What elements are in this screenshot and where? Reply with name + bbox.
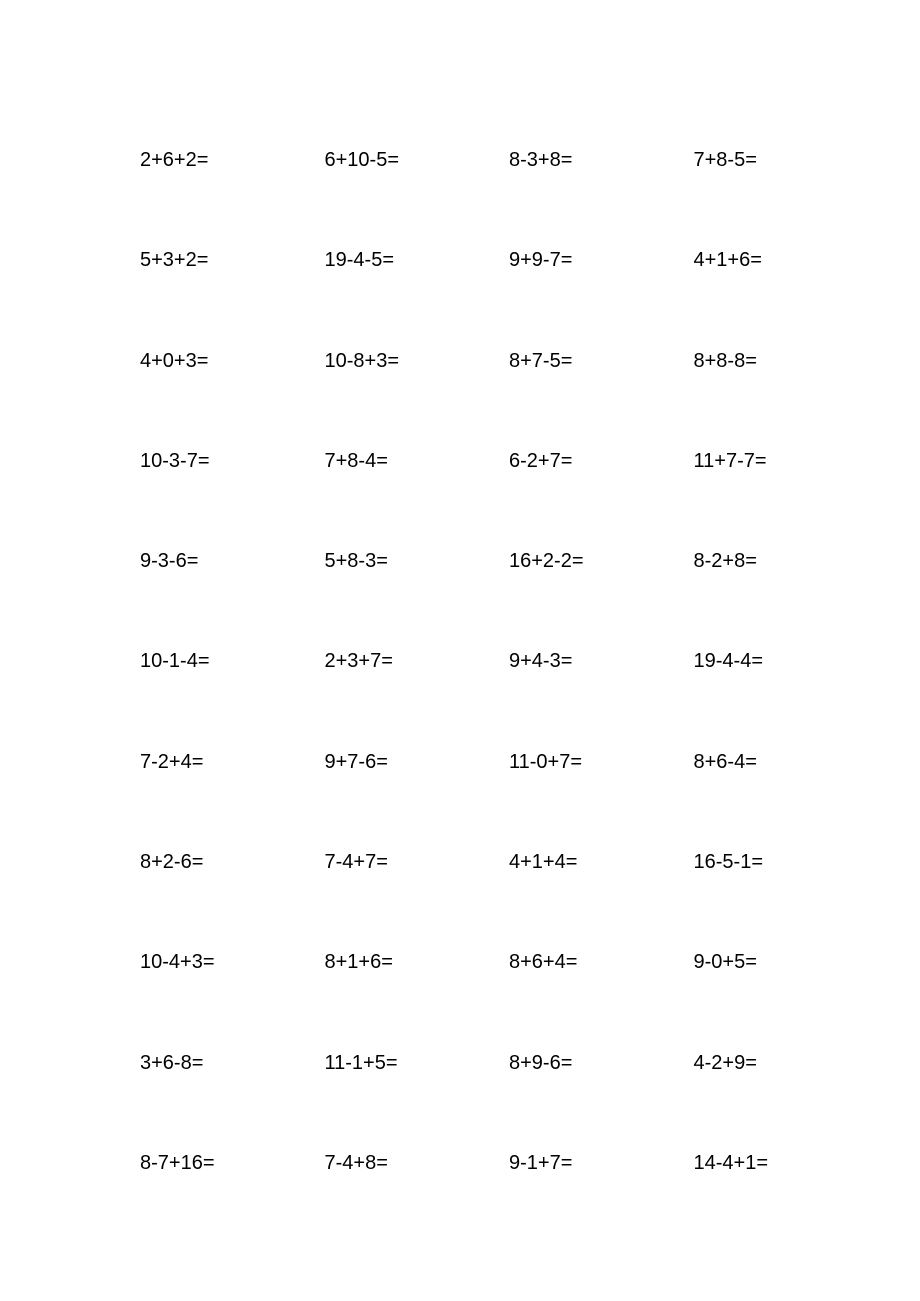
math-problem: 9-3-6= (140, 550, 199, 573)
math-problem: 8+8-8= (693, 349, 757, 372)
math-problem: 8+9-6= (509, 1051, 573, 1074)
math-problem: 9-0+5= (693, 951, 757, 974)
math-problem: 7+8-4= (324, 449, 388, 472)
math-problem: 8+2-6= (140, 851, 204, 874)
math-problem: 5+8-3= (324, 550, 388, 573)
math-problem: 9+9-7= (509, 249, 573, 272)
math-problem: 10-3-7= (140, 449, 210, 472)
math-problem: 8-2+8= (693, 550, 757, 573)
math-problem: 8-7+16= (140, 1151, 215, 1174)
math-problem: 16-5-1= (693, 851, 763, 874)
math-problem: 2+3+7= (324, 650, 393, 673)
math-problem: 11-0+7= (509, 750, 583, 773)
math-problem: 8+6-4= (693, 750, 757, 773)
math-problem: 4+1+6= (693, 249, 762, 272)
arithmetic-problem-grid (140, 148, 814, 1251)
math-problem: 9-1+7= (509, 1151, 573, 1174)
math-problem: 9+4-3= (509, 650, 573, 673)
math-problem: 3+6-8= (140, 1051, 204, 1074)
math-problem: 19-4-4= (693, 650, 763, 673)
math-problem: 9+7-6= (324, 750, 388, 773)
math-problem: 8+1+6= (324, 951, 393, 974)
math-problem: 10-4+3= (140, 951, 215, 974)
math-problem: 10-8+3= (324, 349, 400, 372)
math-problem: 11-1+5= (324, 1051, 398, 1074)
math-problem: 5+3+2= (140, 249, 209, 272)
math-problem: 4+1+4= (509, 851, 578, 874)
math-problem: 7-4+8= (324, 1151, 388, 1174)
math-problem: 7-4+7= (324, 851, 388, 874)
math-problem: 6-2+7= (509, 449, 573, 472)
math-problem: 4+0+3= (140, 349, 209, 372)
math-problem: 16+2-2= (509, 550, 584, 573)
math-problem: 8-3+8= (509, 149, 573, 171)
math-problem: 6+10-5= (324, 149, 400, 171)
math-problem: 14-4+1= (693, 1151, 769, 1174)
math-problem: 7+8-5= (693, 149, 757, 171)
math-problem: 10-1-4= (140, 650, 210, 673)
math-problem: 19-4-5= (324, 249, 394, 272)
math-problem: 11+7-7= (693, 449, 767, 472)
math-problem: 4-2+9= (693, 1051, 757, 1074)
math-problem: 8+6+4= (509, 951, 578, 974)
math-problem: 8+7-5= (509, 349, 573, 372)
math-problem: 2+6+2= (140, 149, 209, 171)
math-problem: 7-2+4= (140, 750, 204, 773)
